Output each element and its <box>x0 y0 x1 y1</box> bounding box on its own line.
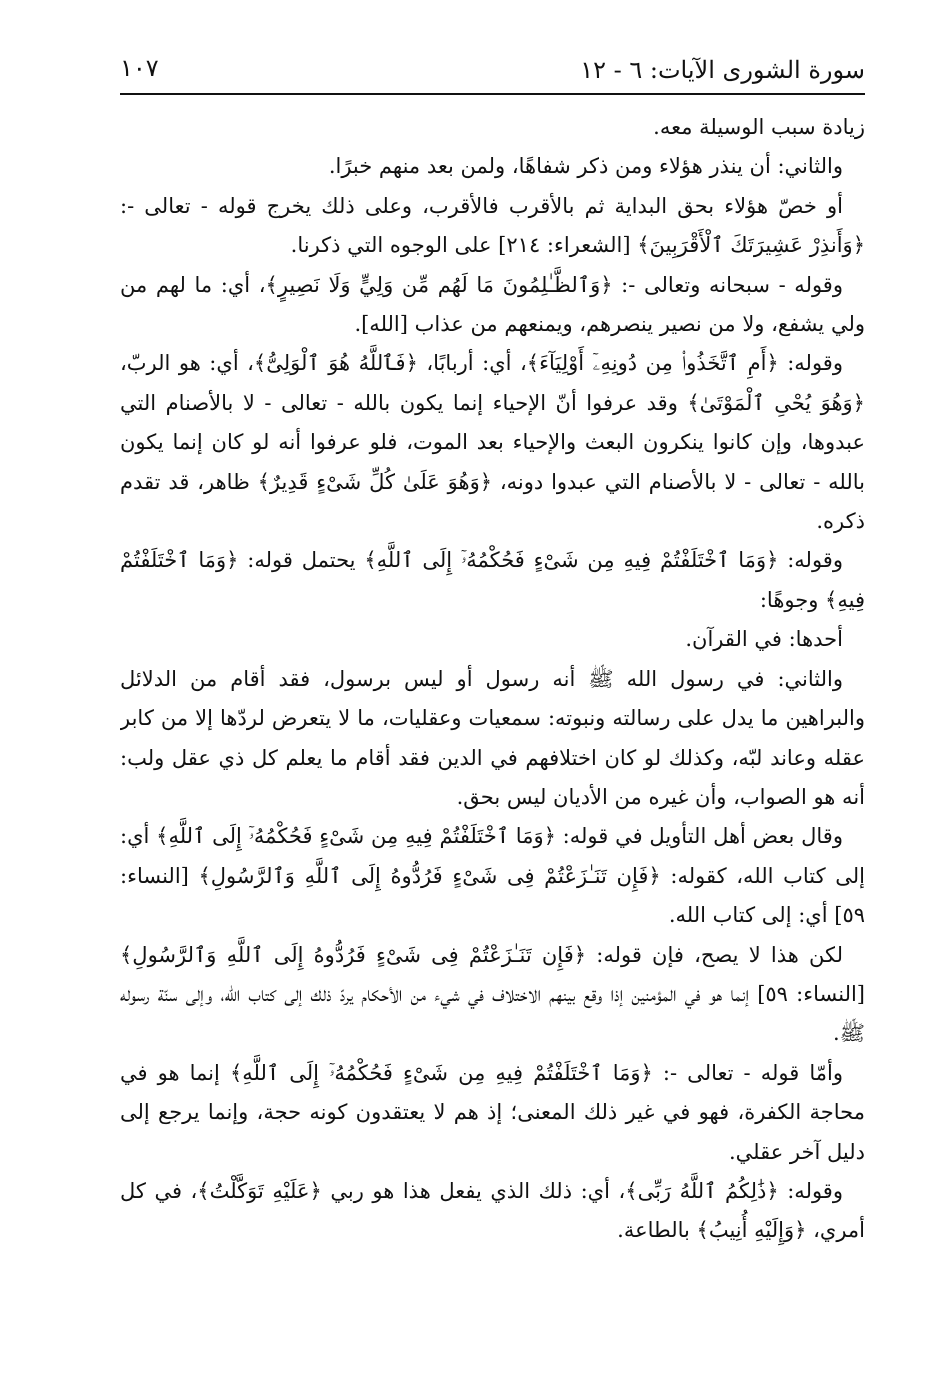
paragraph: وقوله: ﴿ذَٰلِكُمُ ٱللَّهُ رَبِّى﴾، أي: ذلك الذي يفعل هذا هو ربي ﴿عَلَيْهِ تَوَكَّلْتُ﴾، في كل أمري، ﴿وَإِلَيْهِ أُنِيبُ﴾ بالطاعة. <box>120 1178 865 1243</box>
paragraph: وقوله - سبحانه وتعالى -: ﴿وَٱلظَّـٰلِمُونَ مَا لَهُم مِّن وَلِيٍّ وَلَا نَصِيرٍ﴾، أي: ما لهم من ولي يشفع، ولا من نصير ينصرهم، ويمنعهم من عذاب [الله]. <box>120 272 865 337</box>
paragraph: والثاني: في رسول الله ﷺ أنه رسول أو ليس برسول، فقد أقام من الدلائل والبراهين ما يدل على رسالته ونبوته: سمعيات وعقليات، ما لا يتعرض لردّها إلا من كابر عقله وعاند لبّه، وكذلك لو كان اختلافهم في الدين فقد أقام ما يعلم كل ذي عقل ولب: أنه هو الصواب، وأن غيره من الأديان ليس بحق. <box>120 666 865 809</box>
paragraph: والثاني: أن ينذر هؤلاء ومن ذكر شفاهًا، ولمن بعد منهم خبرًا. <box>328 154 843 179</box>
paragraph: وقوله: ﴿وَمَا ٱخْتَلَفْتُمْ فِيهِ مِن شَىْءٍ فَحُكْمُهُۥٓ إِلَى ٱللَّهِ﴾ يحتمل قوله: ﴿وَمَا ٱخْتَلَفْتُمْ فِيهِ﴾ وجوهًا: <box>120 548 865 612</box>
paragraph: وأمّا قوله - تعالى -: ﴿وَمَا ٱخْتَلَفْتُمْ فِيهِ مِن شَىْءٍ فَحُكْمُهُۥٓ إِلَى ٱللَّهِ﴾ إنما هو في محاجة الكفرة، فهو في غير ذلك المعنى؛ إذ هم لا يعتقدون كونه حجة، وإنما يرجع إلى دليل آخر عقلي. <box>120 1060 865 1164</box>
paragraph: أحدها: في القرآن. <box>685 627 843 652</box>
page-number: ١٠٧ <box>120 54 159 82</box>
running-header <box>120 50 865 90</box>
surah-verses-title: سورة الشورى الآيات: ٦ - ١٢ <box>580 56 865 84</box>
paragraph: أو خصّ هؤلاء بحق البداية ثم بالأقرب فالأقرب، وعلى ذلك يخرج قوله - تعالى -: ﴿وَأَنذِرْ عَشِيرَتَكَ ٱلْأَقْرَبِينَ﴾ [الشعراء: ٢١٤] على الوجوه التي ذكرنا. <box>120 193 865 258</box>
paragraph: وقوله: ﴿أَمِ ٱتَّخَذُوا۟ مِن دُونِهِۦٓ أَوْلِيَآءَ﴾، أي: أربابًا، ﴿فَٱللَّهُ هُوَ ٱلْوَلِىُّ﴾، أي: هو الربّ، ﴿وَهُوَ يُحْىِ ٱلْمَوْتَىٰ﴾ وقد عرفوا أنّ الإحياء إنما يكون بالله - تعالى - لا بالأصنام التي عبدوها، وإن كانوا ينكرون البعث والإحياء بعد الموت، فلو عرفوا أنه لو كان إنما يكون بالله - تعالى - لا بالأصنام التي عبدوا دونه، ﴿وَهُوَ عَلَىٰ كُلِّ شَىْءٍ قَدِيرٌ﴾ ظاهر، قد تقدم ذكره. <box>120 351 865 534</box>
paragraph: وقال بعض أهل التأويل في قوله: ﴿وَمَا ٱخْتَلَفْتُمْ فِيهِ مِن شَىْءٍ فَحُكْمُهُۥٓ إِلَى ٱللَّهِ﴾ أي: إلى كتاب الله، كقوله: ﴿فَإِن تَنَـٰزَعْتُمْ فِى شَىْءٍ فَرُدُّوهُ إِلَى ٱللَّهِ وَٱلرَّسُولِ﴾ [النساء: ٥٩] أي: إلى كتاب الله. <box>120 824 865 928</box>
header-divider <box>120 93 865 95</box>
commentary-text <box>120 108 865 1338</box>
paragraph: زيادة سبب الوسيلة معه. <box>653 115 865 139</box>
paragraph: لكن هذا لا يصح، فإن قوله: ﴿فَإِن تَنَـٰزَعْتُمْ فِى شَىْءٍ فَرُدُّوهُ إِلَى ٱللَّهِ وَٱلرَّسُولِ﴾ [النساء: ٥٩] إنما هو في المؤمنين إذا وقع بينهم الاختلاف في شيء من الأحكام يردّ ذلك إلى كتاب الله، وإلى سنّة رسوله ﷺ. <box>120 942 865 1046</box>
